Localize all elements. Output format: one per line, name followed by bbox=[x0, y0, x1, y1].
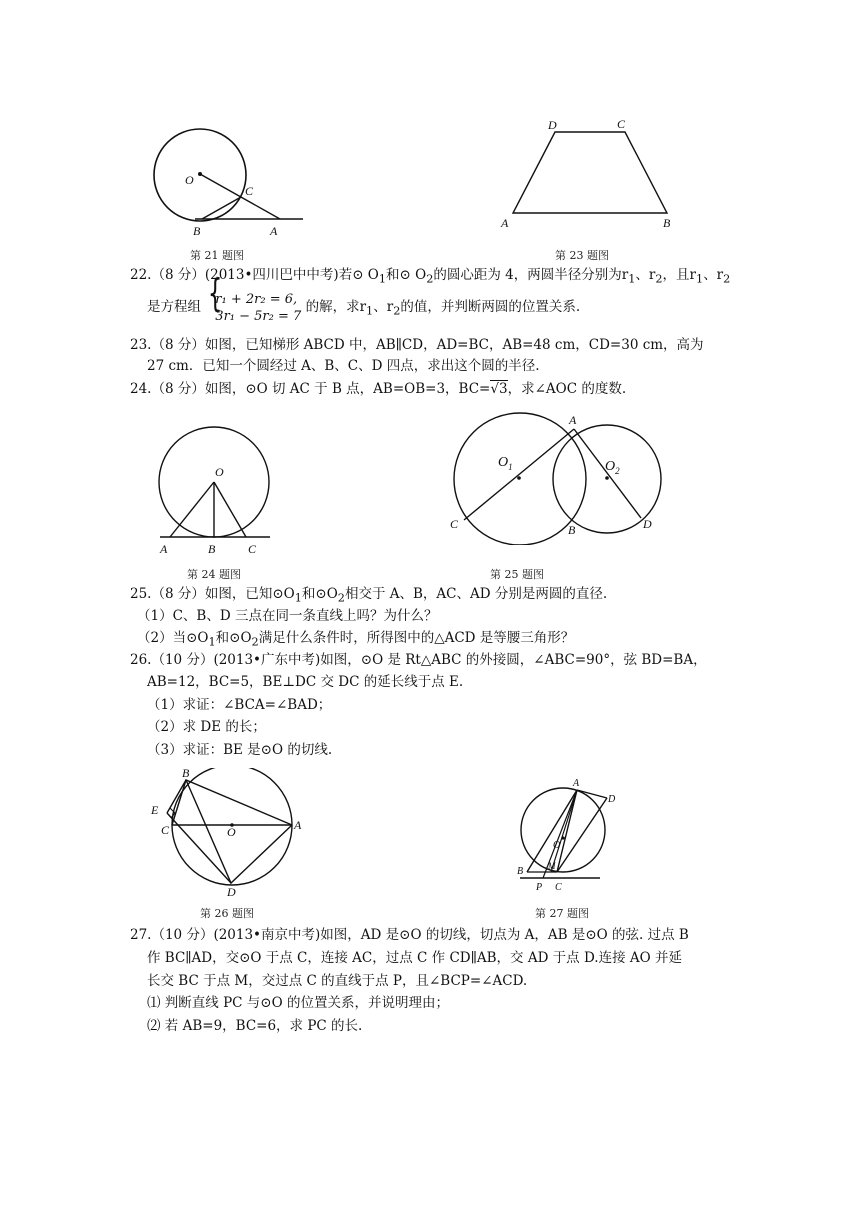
fig25-label-D: D bbox=[643, 517, 652, 531]
q22-line2: 是方程组 { r₁ + 2r₂ = 6, 3r₁ − 5r₂ = 7 的解，求$r_1$、$r_2$的值，并判断两圆的位置关系. bbox=[147, 290, 580, 329]
fig24-label-B: B bbox=[208, 542, 216, 556]
figure-26 bbox=[145, 768, 310, 898]
q27-line2: 作 BC∥AD，交⊙O 于点 C，连接 AC，过点 C 作 CD∥AB，交 AD 于点 D.连接 AO 并延 bbox=[147, 950, 683, 966]
fig27-label-M: M bbox=[548, 861, 556, 871]
q26-line3: （1）求证：∠BCA=∠BAD； bbox=[147, 697, 332, 713]
fig26-label-A: A bbox=[294, 818, 302, 832]
fig26-label-C: C bbox=[161, 823, 170, 837]
fig27-circle bbox=[521, 788, 605, 872]
q22-line1: 22.（8 分）(2013•四川巴中中考)若⊙ $O_1$和⊙ $O_2$的圆心距为 4，两圆半径分别为$r_1$、$r_2$，且$r_1$、$r_2$ bbox=[130, 267, 731, 286]
caption-25: 第 25 题图 bbox=[490, 568, 544, 581]
fig24-segment-OC bbox=[214, 482, 246, 537]
fig21-label-O: O bbox=[185, 173, 194, 187]
fig21-label-A: A bbox=[270, 224, 278, 237]
q27-line5: ⑵ 若 AB=9，BC=6，求 PC 的长. bbox=[147, 1018, 363, 1034]
fig23-label-C: C bbox=[617, 117, 626, 131]
fig25-center-dot-O1 bbox=[517, 476, 521, 480]
figure-23 bbox=[495, 115, 685, 235]
figure-27 bbox=[515, 768, 625, 898]
fig27-segment-AM bbox=[551, 790, 577, 872]
fig24-label-C: C bbox=[248, 542, 257, 556]
fig27-chord-AB bbox=[527, 790, 577, 872]
q25-line2: （1）C、B、D 三点在同一条直线上吗？为什么？ bbox=[137, 608, 438, 624]
fig24-label-O: O bbox=[215, 465, 224, 479]
fig25-label-B: B bbox=[568, 523, 576, 537]
fig25-label-A: A bbox=[569, 413, 577, 427]
figure-25 bbox=[440, 410, 670, 545]
fig27-label-B: B bbox=[517, 866, 524, 877]
fig26-triangle-ABD bbox=[186, 780, 292, 883]
fig27-label-C: C bbox=[555, 882, 562, 893]
caption-27: 第 27 题图 bbox=[535, 907, 589, 920]
q23-line2: 27 cm．已知一个圆经过 A、B、C、D 四点，求出这个圆的半径. bbox=[147, 358, 540, 374]
figure-24 bbox=[150, 410, 275, 560]
q26-line5: （3）求证：BE 是⊙O 的切线. bbox=[147, 742, 333, 758]
fig23-trapezoid bbox=[513, 132, 667, 213]
caption-21: 第 21 题图 bbox=[190, 249, 244, 262]
caption-24: 第 24 题图 bbox=[187, 568, 241, 581]
fig26-label-D: D bbox=[227, 885, 236, 898]
fig27-center-dot bbox=[561, 836, 564, 839]
figure-21 bbox=[145, 122, 310, 237]
q26-line4: （2）求 DE 的长； bbox=[147, 719, 266, 735]
fig27-segment-DC bbox=[557, 798, 607, 872]
fig25-diameter-AC bbox=[464, 429, 574, 520]
q25-line1: 25.（8 分）如图，已知$⊙O_1$和$⊙O_2$相交于 A、B，AC、AD 分别是两圆的直径. bbox=[130, 586, 608, 605]
fig26-label-O: O bbox=[227, 825, 236, 839]
fig26-triangle-ABC bbox=[172, 780, 292, 825]
fig26-segment-BE bbox=[167, 780, 186, 813]
fig25-center-dot-O2 bbox=[605, 476, 609, 480]
q26-line1: 26.（10 分）(2013•广东中考)如图，⊙O 是 Rt△ABC 的外接圆，∠ABC=90°，弦 BD=BA， bbox=[130, 652, 707, 668]
fig27-chord-AC bbox=[557, 790, 577, 872]
fig25-label-O1: $O_1$ bbox=[498, 455, 513, 472]
q27-line4: ⑴ 判断直线 PC 与⊙O 的位置关系，并说明理由； bbox=[147, 995, 449, 1011]
caption-26: 第 26 题图 bbox=[200, 907, 254, 920]
fig25-label-C: C bbox=[450, 517, 459, 531]
fig23-label-A: A bbox=[501, 216, 509, 230]
fig27-label-A: A bbox=[573, 778, 580, 789]
fig21-segment-OA bbox=[200, 174, 280, 219]
fig26-label-B: B bbox=[182, 768, 190, 780]
q22-equation-system: { r₁ + 2r₂ = 6, 3r₁ − 5r₂ = 7 bbox=[205, 291, 301, 325]
q25-line3: （2）当$⊙O_1$和$⊙O_2$满足什么条件时，所得图中的△ACD 是等腰三角形？ bbox=[137, 630, 575, 649]
fig21-center-dot bbox=[198, 172, 202, 176]
q23-line1: 23.（8 分）如图，已知梯形 ABCD 中，AB∥CD，AD=BC，AB=48 cm，CD=30 cm，高为 bbox=[130, 337, 704, 353]
q24-line1: 24.（8 分）如图，⊙O 切 AC 于 B 点，AB=OB=3，BC=√3，求∠AOC 的度数. bbox=[130, 381, 627, 397]
q27-line3: 长交 BC 于点 M，交过点 C 的直线于点 P，且∠BCP=∠ACD. bbox=[147, 973, 528, 989]
fig27-tangent-AD bbox=[577, 790, 607, 798]
fig27-label-O: O bbox=[553, 840, 561, 851]
fig27-label-P: P bbox=[536, 882, 543, 893]
fig21-label-C: C bbox=[245, 184, 254, 198]
fig27-label-D: D bbox=[608, 794, 616, 805]
fig23-label-B: B bbox=[663, 216, 671, 230]
fig23-label-D: D bbox=[548, 118, 557, 132]
fig26-label-E: E bbox=[151, 803, 159, 817]
q27-line1: 27.（10 分）(2013•南京中考)如图，AD 是⊙O 的切线，切点为 A，AB 是⊙O 的弦. 过点 B bbox=[130, 927, 689, 943]
fig21-label-B: B bbox=[193, 224, 201, 237]
q26-line2: AB=12，BC=5，BE⊥DC 交 DC 的延长线于点 E. bbox=[147, 674, 464, 690]
caption-23: 第 23 题图 bbox=[555, 249, 609, 262]
fig24-segment-OA bbox=[170, 482, 214, 537]
fig25-label-O2: $O_2$ bbox=[605, 459, 620, 476]
fig24-label-A: A bbox=[160, 542, 168, 556]
